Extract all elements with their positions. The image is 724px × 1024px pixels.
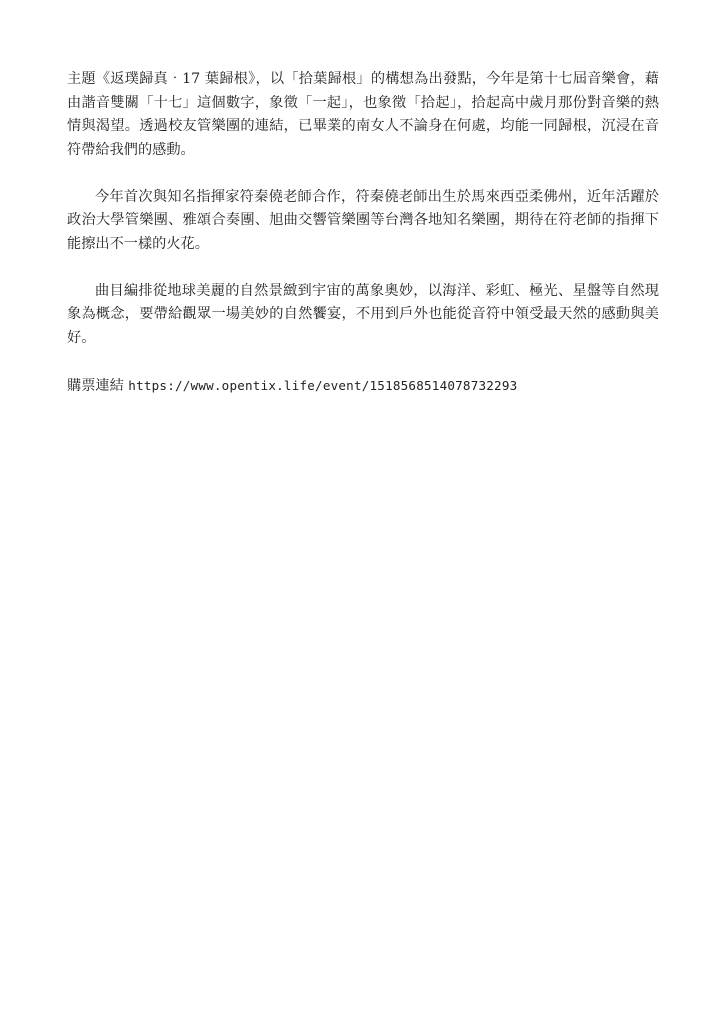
document-body xyxy=(67,68,659,398)
paragraph-program: 曲目編排從地球美麗的自然景緻到宇宙的萬象奧妙，以海洋、彩虹、極光、星盤等自然現象為概念，要帶給觀眾一場美妙的自然饗宴，不用到戶外也能從音符中領受最天然的感動與美好。 xyxy=(67,282,659,346)
ticket-url-text: https://www.opentix.life/event/1518568514078732293 xyxy=(128,377,518,393)
paragraph-theme: 主題《返璞歸真‧17 葉歸根》，以「拾葉歸根」的構想為出發點，今年是第十七屆音樂會，藉由諧音雙關「十七」這個數字，象徵「一起」，也象徵「拾起」，拾起高中歲月那份對音樂的熱情與渴望。透過校友管樂團的連結，已畢業的南女人不論身在何處，均能一同歸根，沉浸在音符帶給我們的感動。 xyxy=(67,71,659,158)
ticket-link-line xyxy=(67,374,659,399)
paragraph-conductor: 今年首次與知名指揮家符秦僥老師合作，符秦僥老師出生於馬來西亞柔佛州，近年活躍於政治大學管樂團、雅頌合奏團、旭曲交響管樂團等台灣各地知名樂團，期待在符老師的指揮下能擦出不一樣的火花。 xyxy=(67,188,659,252)
ticket-label: 購票連結 xyxy=(67,377,124,394)
